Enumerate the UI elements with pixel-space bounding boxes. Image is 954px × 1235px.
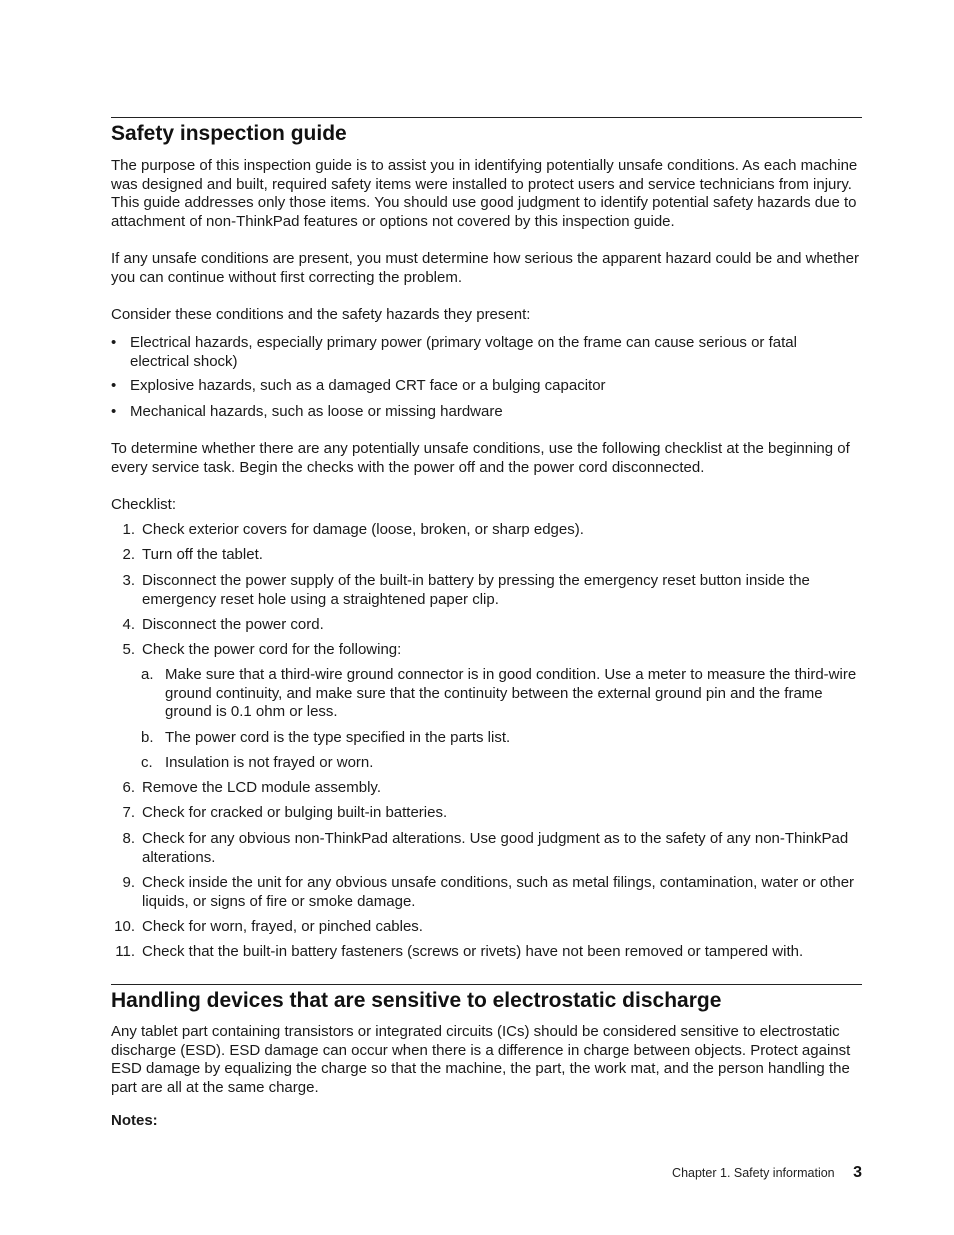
item-text: Check the power cord for the following: (142, 641, 402, 658)
item-number: 11. (115, 943, 135, 960)
item-number: 1. (122, 521, 135, 538)
page-number: 3 (853, 1164, 862, 1181)
page-footer (672, 1164, 862, 1184)
bullet-marker: • (111, 403, 117, 420)
item-number: 7. (122, 804, 135, 821)
bullet-marker: • (111, 334, 117, 351)
bullet-text: Electrical hazards, especially primary power (primary voltage on the frame can cause serious or fatal electrical shock) (130, 334, 797, 370)
item-text: Turn off the tablet. (142, 546, 263, 563)
item-number: 3. (122, 572, 135, 589)
document-page (111, 0, 862, 1235)
item-text: Check for cracked or bulging built-in batteries. (142, 804, 448, 821)
item-text: Check for any obvious non-ThinkPad alterations. Use good judgment as to the safety of any non-ThinkPad alterations. (142, 830, 849, 866)
item-text: Check exterior covers for damage (loose, broken, or sharp edges). (142, 521, 584, 538)
esd-paragraph: Any tablet part containing transistors or integrated circuits (ICs) should be considered sensitive to electrostatic discharge (ESD). ESD damage can occur when there is a difference in charge between objects. Protect against ESD damage by equalizing the charge so that the machine, the part, the work mat, and the person handling the part are all at the same charge. (111, 1023, 851, 1097)
item-text: Check for worn, frayed, or pinched cables. (142, 918, 423, 935)
item-number: 9. (122, 874, 135, 891)
item-number: 6. (122, 779, 135, 796)
item-text: Disconnect the power cord. (142, 616, 324, 633)
item-text: Check that the built-in battery fasteners (screws or rivets) have not been removed or tampered with. (142, 943, 804, 960)
bullet-text: Explosive hazards, such as a damaged CRT face or a bulging capacitor (130, 377, 606, 394)
subitem-text: Make sure that a third-wire ground connector is in good condition. Use a meter to measure the third-wire ground continuity, and make sure that the continuity between the external ground pin and the frame ground is 0.1 ohm or less. (165, 666, 857, 721)
item-number: 8. (122, 830, 135, 847)
section-divider (111, 984, 862, 985)
item-number: 5. (122, 641, 135, 658)
item-number: 2. (122, 546, 135, 563)
determine-paragraph: To determine whether there are any potentially unsafe conditions, use the following checklist at the beginning of every service task. Begin the checks with the power off and the power cord disconnected. (111, 440, 850, 476)
footer-chapter-title: Chapter 1. Safety information (672, 1166, 835, 1180)
item-text: Check inside the unit for any obvious unsafe conditions, such as metal filings, contamination, water or other liquids, or signs of fire or smoke damage. (142, 874, 855, 910)
item-number: 10. (114, 918, 135, 935)
section-title-safety-inspection: Safety inspection guide (111, 122, 347, 145)
item-text: Disconnect the power supply of the built-in battery by pressing the emergency reset button inside the emergency reset hole using a straightened paper clip. (142, 572, 810, 608)
intro-paragraph: The purpose of this inspection guide is to assist you in identifying potentially unsafe conditions. As each machine was designed and built, required safety items were installed to protect users and service technicians from injury. This guide addresses only those items. You should use good judgment to identify potential safety hazards due to attachment of non-ThinkPad features or options not covered by this inspection guide. (111, 157, 858, 231)
subitem-letter: b. (141, 729, 154, 746)
subitem-letter: c. (141, 754, 153, 771)
section-divider (111, 117, 862, 118)
notes-label: Notes: (111, 1112, 158, 1129)
subitem-text: The power cord is the type specified in the parts list. (165, 729, 511, 746)
subitem-letter: a. (141, 666, 154, 683)
bullet-marker: • (111, 377, 117, 394)
item-text: Remove the LCD module assembly. (142, 779, 381, 796)
consider-paragraph: Consider these conditions and the safety hazards they present: (111, 306, 531, 323)
item-number: 4. (122, 616, 135, 633)
checklist-label: Checklist: (111, 496, 177, 513)
unsafe-conditions-paragraph: If any unsafe conditions are present, you must determine how serious the apparent hazard could be and whether you can continue without first correcting the problem. (111, 250, 859, 286)
subitem-text: Insulation is not frayed or worn. (165, 754, 374, 771)
section-title-esd: Handling devices that are sensitive to electrostatic discharge (111, 989, 722, 1012)
bullet-text: Mechanical hazards, such as loose or missing hardware (130, 403, 503, 420)
